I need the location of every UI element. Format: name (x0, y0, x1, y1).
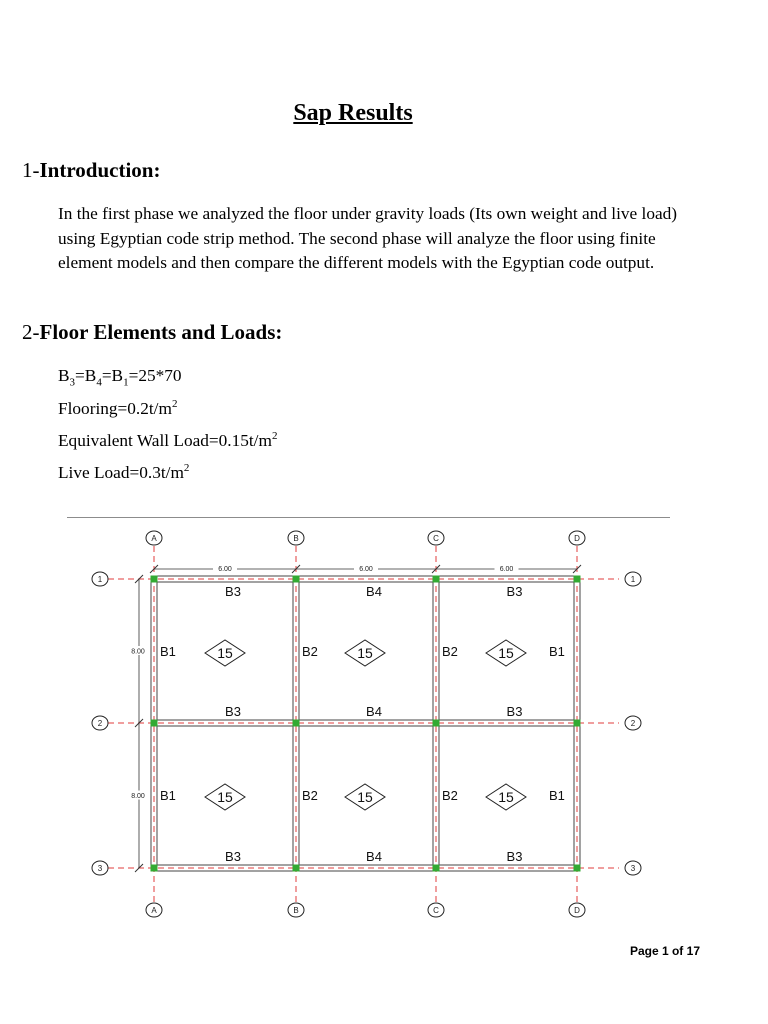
beam-label: B3 (506, 704, 523, 719)
beam-letter: B (58, 366, 70, 385)
beam-label: B4 (366, 849, 382, 864)
column-marker (574, 720, 580, 726)
column-marker (433, 865, 439, 871)
beam-row3-3 (436, 865, 577, 871)
beam-label: B3 (506, 849, 523, 864)
beam-row1-2 (296, 576, 436, 582)
beam-label: B2 (302, 644, 318, 659)
slab-thickness-label: 15 (217, 645, 233, 661)
slab-thickness-label: 15 (217, 789, 233, 805)
grid-left-3-label: 3 (97, 864, 103, 873)
beam-subscript: 1 (123, 376, 129, 389)
grid-left-1-label: 1 (97, 575, 103, 584)
beam-label: B2 (302, 788, 318, 803)
column-marker (574, 865, 580, 871)
load-exponent: 2 (271, 430, 278, 442)
dimension-y-label: 8.00 (131, 793, 145, 800)
intro-paragraph: In the first phase we analyzed the floor under gravity loads (Its own weight and live load) using Egyptian code strip method. The second phase will analyze the floor using finite element models and then compare the different models with the Egyptian code output. (58, 204, 678, 272)
section-title: Floor Elements and Loads: (39, 320, 283, 344)
beam-row1-1 (154, 576, 296, 582)
grid-bottom-C-label: C (433, 906, 439, 915)
section-number: 2- (22, 320, 40, 344)
section-number: 1- (22, 158, 40, 182)
beam-row1-3 (436, 576, 577, 582)
dimension-x-label: 6.00 (359, 566, 373, 573)
beam-dimensions (58, 366, 182, 388)
grid-bottom-B-label: B (293, 906, 299, 915)
beam-row3-2 (296, 865, 436, 871)
beam-label: B3 (225, 704, 241, 719)
beam-label: B3 (506, 584, 523, 599)
beam-size: =25*70 (128, 366, 182, 385)
beam-row2-3 (436, 720, 577, 726)
load-text: Live Load=0.3t/m (58, 462, 184, 482)
wall-load (58, 430, 277, 451)
load-exponent: 2 (183, 462, 190, 474)
grid-top-A-label: A (151, 534, 157, 543)
slab-thickness-label: 15 (357, 645, 373, 661)
page-title: Sap Results (293, 100, 413, 126)
column-marker (151, 576, 157, 582)
flooring-load (58, 398, 177, 419)
column-marker (151, 720, 157, 726)
grid-bottom-D-label: D (574, 906, 580, 915)
beam-label: B1 (549, 644, 565, 659)
slab-thickness-label: 15 (498, 645, 514, 661)
slab-thickness-label: 15 (357, 789, 373, 805)
dimension-x-label: 6.00 (499, 566, 514, 573)
page-total: 17 (686, 944, 700, 958)
beam-label: B2 (442, 644, 458, 659)
beam-row3-1 (154, 865, 296, 871)
beam-row2-1 (154, 720, 296, 726)
beam-label: B1 (160, 788, 176, 803)
beam-subscript: 4 (96, 376, 102, 389)
beam-label: B1 (549, 788, 565, 803)
column-marker (293, 576, 299, 582)
floor-plan (67, 518, 673, 922)
grid-top-D-label: D (574, 534, 580, 543)
beam-label: B4 (366, 704, 382, 719)
beam-label: B3 (225, 584, 241, 599)
column-marker (293, 720, 299, 726)
column-marker (574, 576, 580, 582)
column-marker (433, 720, 439, 726)
load-exponent: 2 (171, 398, 178, 410)
beam-label: B1 (160, 644, 176, 659)
grid-top-B-label: B (293, 534, 299, 543)
grid-top-C-label: C (433, 534, 439, 543)
section-heading-floor-elements (22, 320, 282, 345)
section-heading-introduction (22, 158, 160, 183)
dimension-x-label: 6.00 (218, 566, 232, 573)
page-of: of (668, 944, 687, 958)
section-title: Introduction: (39, 158, 161, 182)
beam-row2-2 (296, 720, 436, 726)
beam-equals: =B (101, 366, 124, 385)
page-label: Page (629, 944, 662, 958)
page-number: 1 (661, 944, 669, 958)
grid-right-3-label: 3 (630, 864, 636, 873)
beam-equals: =B (75, 366, 97, 385)
beam-subscript: 3 (69, 376, 76, 389)
column-marker (433, 576, 439, 582)
beam-label: B3 (225, 849, 241, 864)
grid-right-2-label: 2 (630, 719, 636, 728)
grid-left-2-label: 2 (97, 719, 103, 728)
load-text: Equivalent Wall Load=0.15t/m (58, 430, 272, 450)
column-marker (293, 865, 299, 871)
beam-label: B4 (366, 584, 382, 599)
load-text: Flooring=0.2t/m (58, 398, 172, 418)
slab-thickness-label: 15 (498, 789, 514, 805)
grid-bottom-A-label: A (151, 906, 157, 915)
column-marker (151, 865, 157, 871)
beam-label: B2 (442, 788, 458, 803)
dimension-y-label: 8.00 (131, 648, 145, 656)
grid-right-1-label: 1 (630, 575, 636, 584)
page-footer (630, 944, 700, 958)
live-load (58, 462, 189, 483)
